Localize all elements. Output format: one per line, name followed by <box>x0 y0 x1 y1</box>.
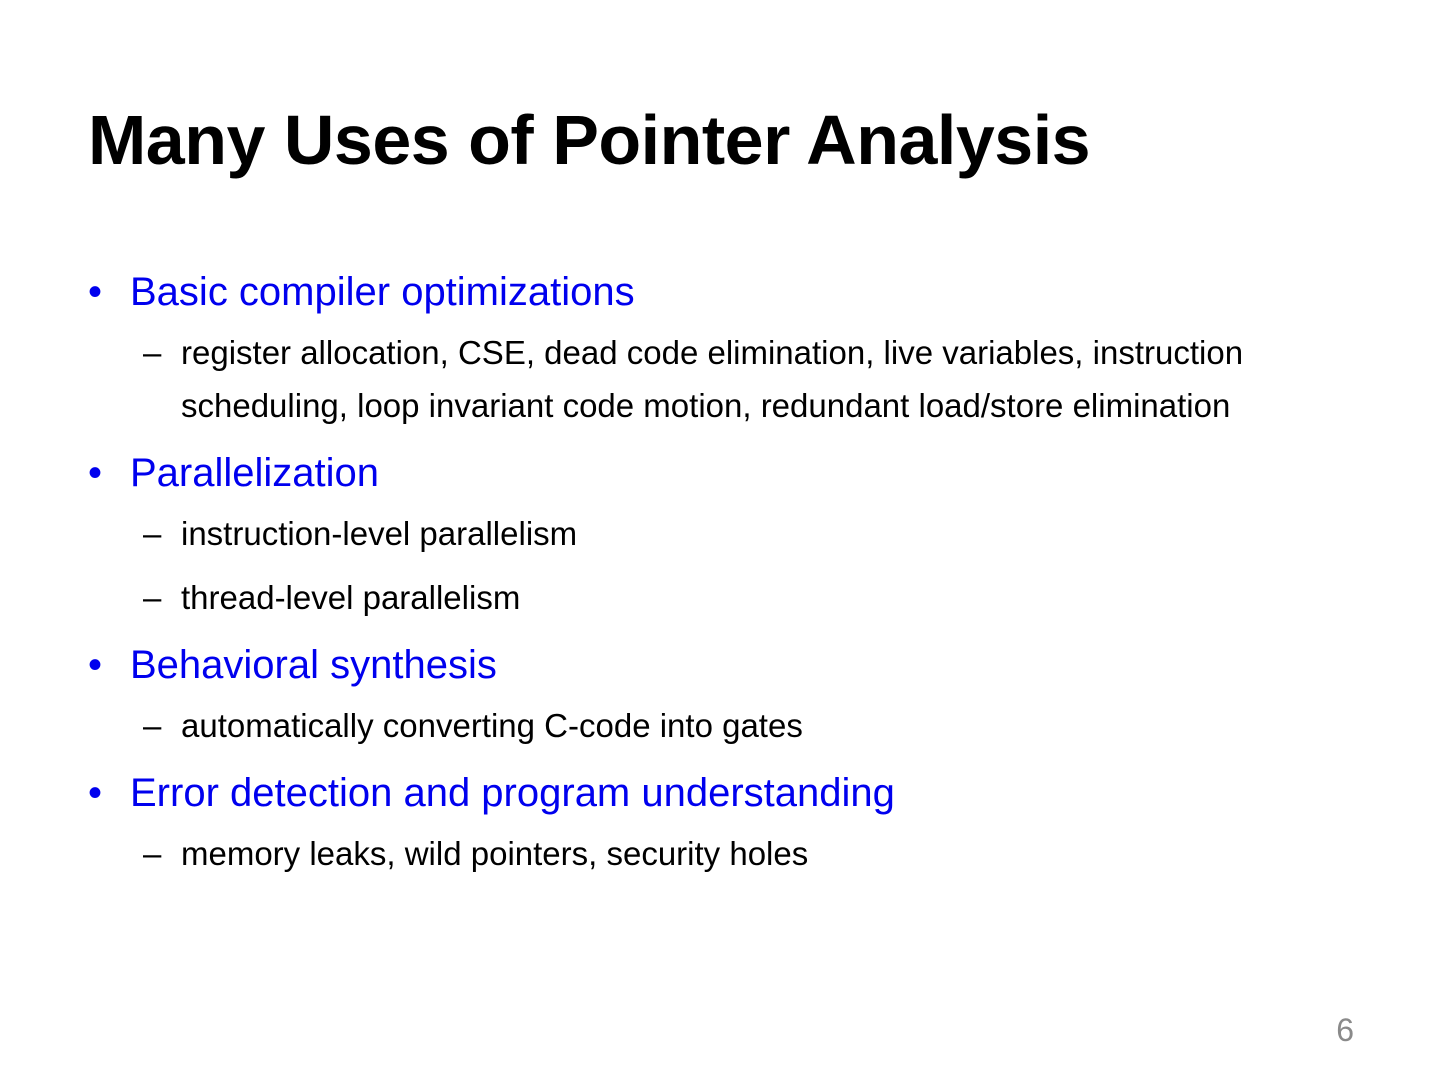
bullet-item <box>88 635 1348 695</box>
sub-marker: – <box>143 334 162 371</box>
page-number: 6 <box>1336 1012 1354 1048</box>
bullet-item <box>88 443 1348 503</box>
sub-item-text: thread-level parallelism <box>181 579 521 616</box>
sub-marker: – <box>143 835 162 872</box>
sub-list <box>88 507 1348 624</box>
sub-item <box>88 827 1348 880</box>
sub-marker: – <box>143 579 162 616</box>
bullet-item <box>88 262 1348 322</box>
sub-list <box>88 699 1348 752</box>
list-item <box>88 443 1348 624</box>
sub-item-text: automatically converting C-code into gates <box>181 707 803 744</box>
sub-item <box>88 699 1348 752</box>
sub-item <box>88 326 1348 432</box>
sub-list <box>88 827 1348 880</box>
bullet-marker: • <box>88 771 103 815</box>
bullet-label: Basic compiler optimizations <box>130 270 635 314</box>
bullet-item <box>88 763 1348 823</box>
bullet-list <box>88 262 1348 891</box>
sub-marker: – <box>143 515 162 552</box>
sub-item-text: register allocation, CSE, dead code elimination, live variables, instruction scheduling, loop invariant code motion, redundant load/store elimination <box>181 334 1244 424</box>
bullet-marker: • <box>88 451 103 495</box>
bullet-label: Behavioral synthesis <box>130 643 497 687</box>
slide-title: Many Uses of Pointer Analysis <box>88 101 1091 179</box>
list-item <box>88 262 1348 432</box>
bullet-marker: • <box>88 270 103 314</box>
sub-item-text: instruction-level parallelism <box>181 515 578 552</box>
sub-item <box>88 571 1348 624</box>
sub-item <box>88 507 1348 560</box>
bullet-label: Parallelization <box>130 451 380 495</box>
list-item <box>88 635 1348 752</box>
bullet-label: Error detection and program understanding <box>130 771 895 815</box>
sub-item-text: memory leaks, wild pointers, security holes <box>181 835 809 872</box>
sub-marker: – <box>143 707 162 744</box>
list-item <box>88 763 1348 880</box>
sub-list <box>88 326 1348 432</box>
bullet-marker: • <box>88 643 103 687</box>
